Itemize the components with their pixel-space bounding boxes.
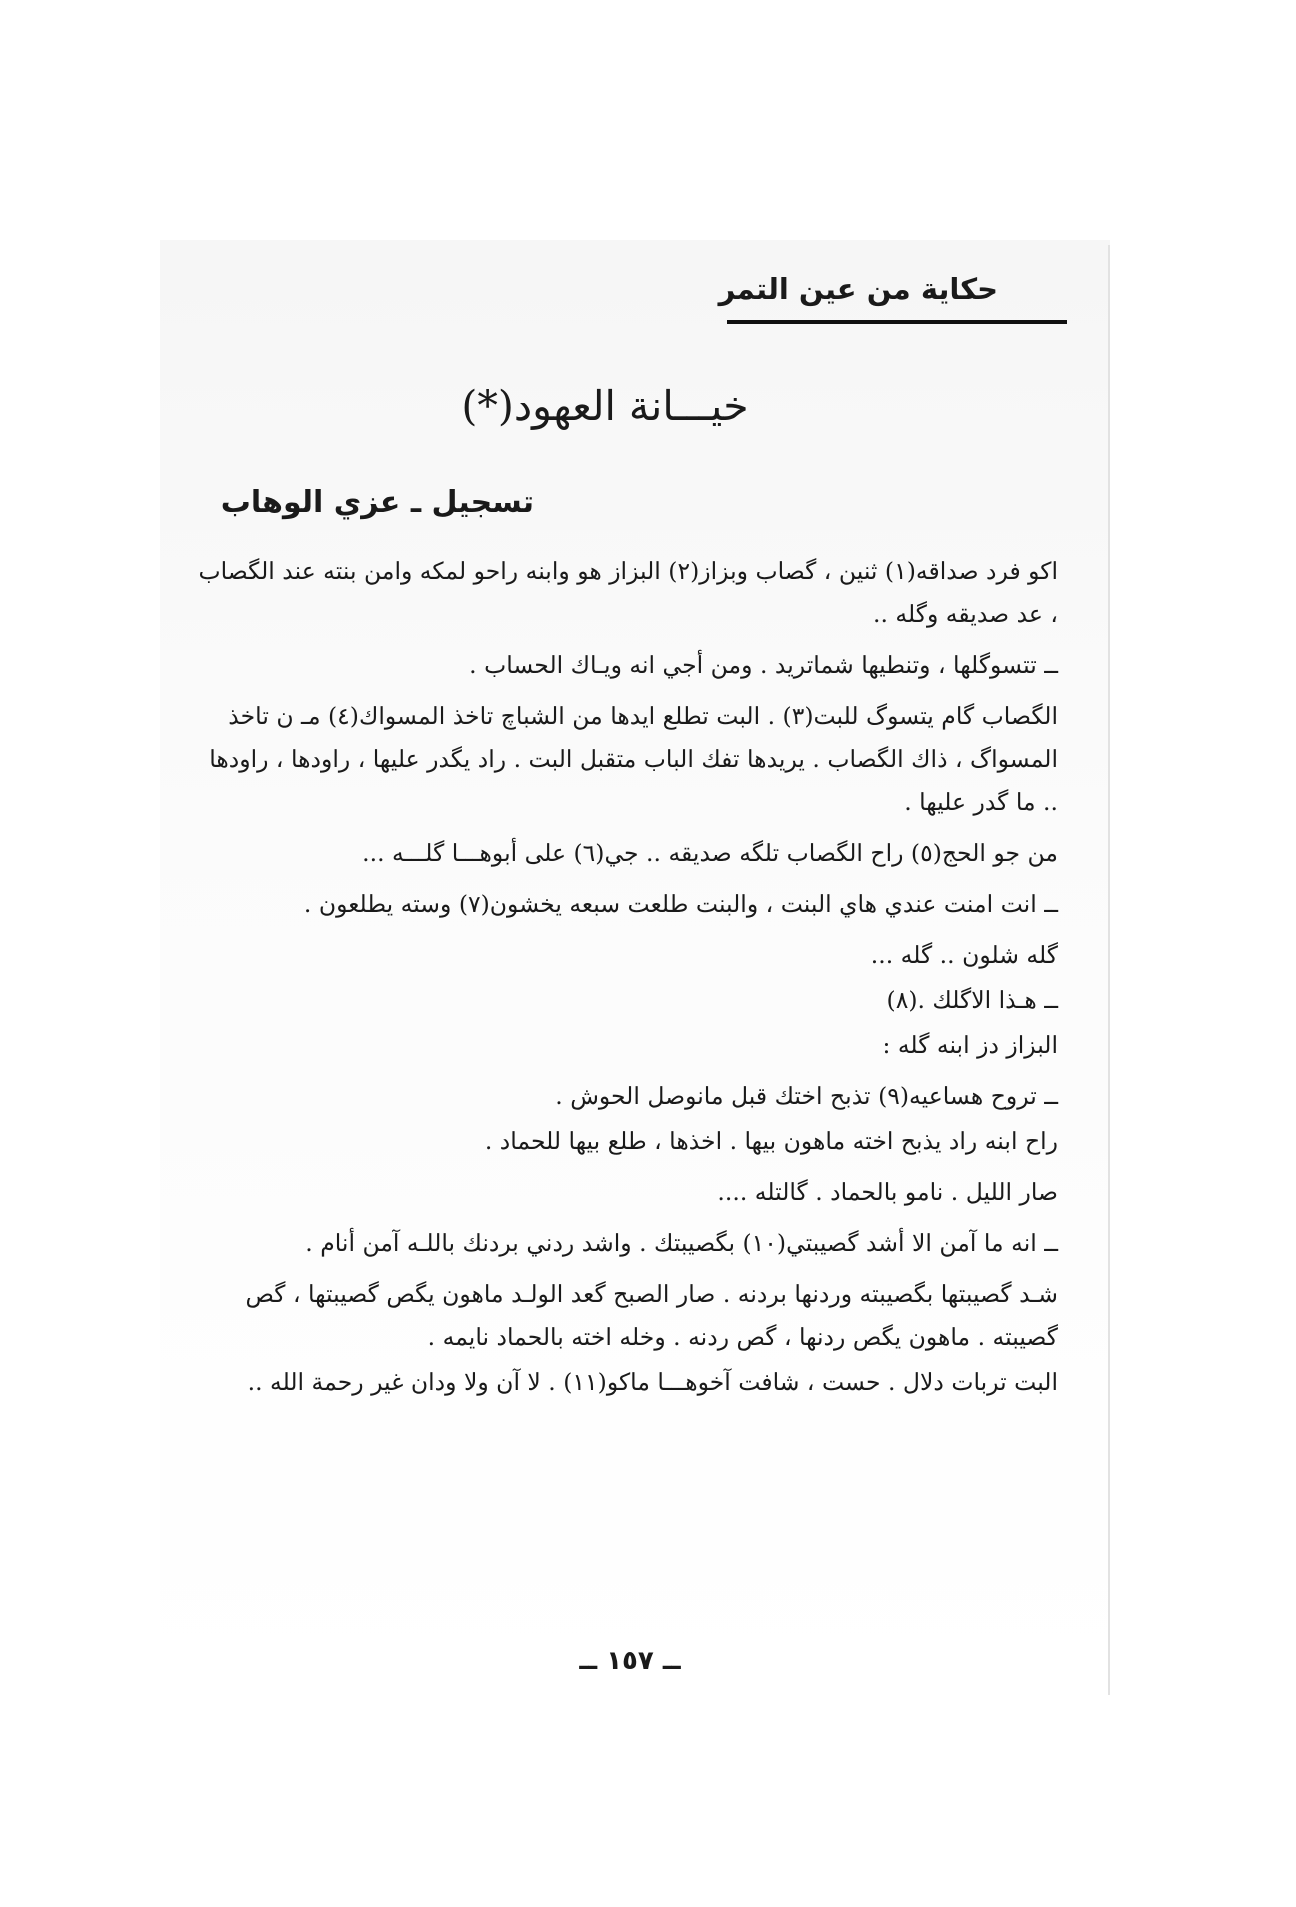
story-body bbox=[190, 550, 1058, 1412]
paragraph: ــ تتسوگلها ، وتنطيها شماتريد . ومن أجي انه ويـاك الحساب . bbox=[469, 651, 1058, 679]
paragraph: گله شلون .. گله ... bbox=[870, 941, 1058, 969]
paragraph: راح ابنه راد يذبح اخته ماهون بيها . اخذها ، طلع بيها للحماد . bbox=[484, 1127, 1058, 1155]
paragraph: ــ تروح هساعيه(٩) تذبح اختك قبل مانوصل الحوش . bbox=[555, 1082, 1058, 1110]
story-title: خيـــانة العهود(*) bbox=[461, 382, 749, 430]
page-number: ــ ١٥٧ ــ bbox=[579, 1646, 681, 1676]
paragraph: البت تربات دلال . حست ، شافت آخوهـــا ماكو(١١) . لا آن ولا ودان غير رحمة الله .. bbox=[247, 1368, 1058, 1396]
paragraph: من جو الحج(٥) راح الگصاب تلگه صديقه .. جي(٦) على أبوهـــا گلـــه ... bbox=[362, 839, 1058, 867]
paragraph: البزاز دز ابنه گله : bbox=[882, 1031, 1058, 1059]
paragraph: اكو فرد صداقه(١) ثنين ، گصاب وبزاز(٢) البزاز هو وابنه راحو لمكه وامن بنته عند الگصاب ، عد صديقه وگله .. bbox=[198, 557, 1058, 628]
paragraph: الگصاب گام يتسوگ للبت(٣) . البت تطلع ايدها من الشباچ تاخذ المسواك(٤) مـ ن تاخذ المسواگ ، ذاك الگصاب . يريدها تفك الباب متقبل البت . راد يگدر عليها ، راودها ، راودها .. ما گدر عليها . bbox=[209, 702, 1058, 816]
paragraph: صار الليل . نامو بالحماد . گالتله .... bbox=[717, 1178, 1058, 1206]
header-rule bbox=[727, 320, 1067, 324]
paragraph: ــ هـذا الاگلك .(٨) bbox=[886, 986, 1058, 1014]
paragraph: ــ انت امنت عندي هاي البنت ، والبنت طلعت سبعه يخشون(٧) وسته يطلعون . bbox=[303, 890, 1058, 918]
paragraph: شـد گصيبتها بگصيبته وردنها بردنه . صار الصبح گعد الولـد ماهون يگص گصيبتها ، گص گصيبته . ماهون يگص ردنها ، گص ردنه . وخله اخته بالحماد نايمه . bbox=[245, 1280, 1058, 1351]
page-edge bbox=[1108, 245, 1110, 1695]
paragraph: ــ انه ما آمن الا أشد گصيبتي(١٠) بگصيبتك . واشد ردني بردنك باللـه آمن أنام . bbox=[305, 1229, 1058, 1257]
running-header-title: حكاية من عين التمر bbox=[718, 272, 998, 306]
recording-credit: تسجيل ـ عزي الوهاب bbox=[220, 485, 534, 520]
